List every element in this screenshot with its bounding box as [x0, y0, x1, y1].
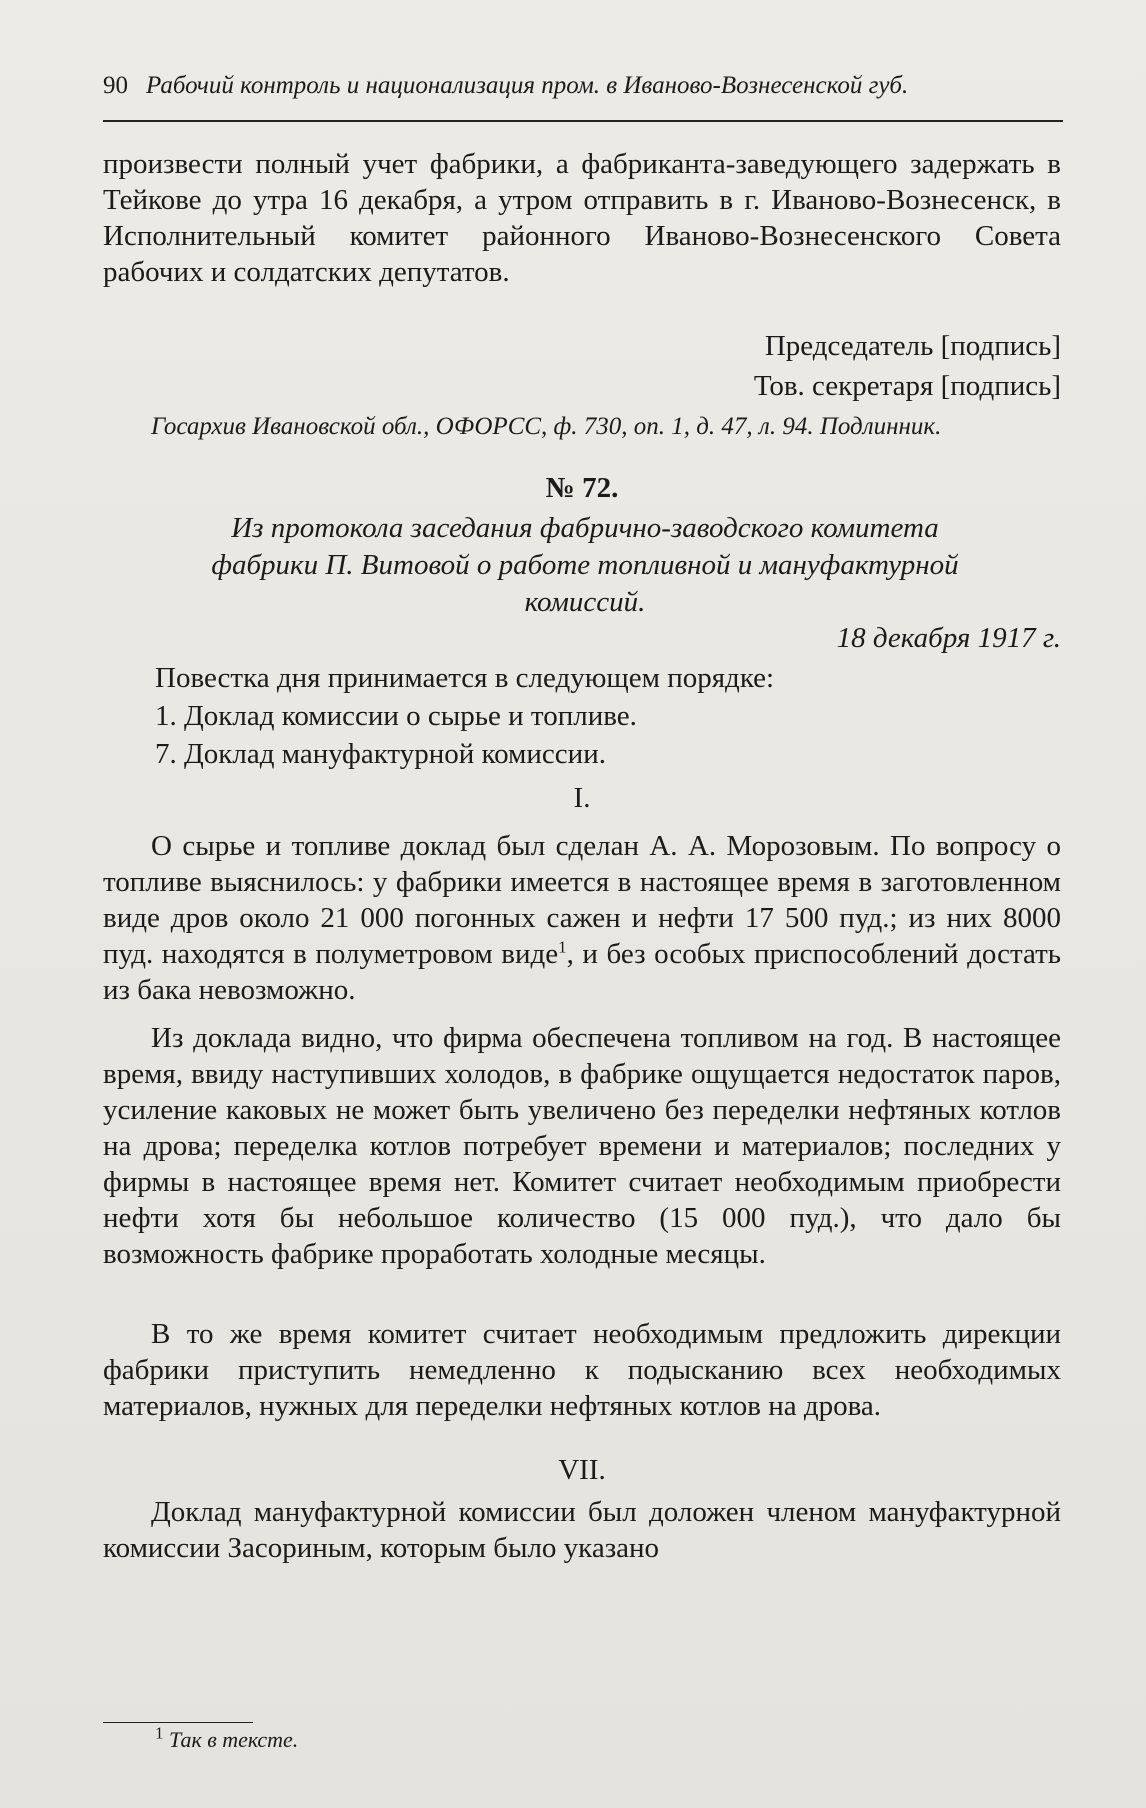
document-date: 18 декабря 1917 г.: [836, 622, 1061, 654]
running-title: Рабочий контроль и национализация пром. в Иваново-Вознесенской губ.: [146, 72, 909, 99]
section-1-paragraph-1-a: О сырье и топливе доклад был сделан А. А. Морозовым. По вопросу о топливе выяснилось: у фабрики имеется в настоящее время в заготовленном виде дров около 21 000 погонных сажен и нефти 17 500 пуд.; из них 8000 пуд. находятся в полуметровом виде: [103, 830, 1061, 970]
continuation-paragraph: произвести полный учет фабрики, а фабриканта-заведующего задержать в Тейкове до утра 16 декабря, а утром отправить в г. Иваново-Вознесенск, в Исполнительный комитет районного Иваново-Вознесенского Совета рабочих и солдатских депутатов.: [103, 148, 1061, 288]
section-7-paragraph-1: Доклад мануфактурной комиссии был доложен членом мануфактурной комиссии Засориным, которым было указано: [103, 1496, 1061, 1564]
section-1-paragraph-3: В то же время комитет считает необходимым предложить дирекции фабрики приступить немедленно к подысканию всех необходимых материалов, нужных для переделки нефтяных котлов на дрова.: [103, 1318, 1061, 1422]
footnote-rule: [103, 1722, 253, 1723]
document-number: № 72.: [545, 472, 619, 504]
agenda-item-7: 7. Доклад мануфактурной комиссии.: [155, 738, 606, 770]
document-title: Из протокола заседания фабрично-заводского комитета фабрики П. Витовой о работе топливной и мануфактурной комиссий.: [211, 512, 959, 618]
agenda-item-1: 1. Доклад комиссии о сырье и топливе.: [155, 700, 637, 732]
section-1-paragraph-1-b: , и без особых приспособлений достать из бака невозможно.: [103, 938, 1061, 1006]
secretary-signature: Тов. секретаря [подпись]: [753, 370, 1061, 402]
agenda-intro: Повестка дня принимается в следующем порядке:: [155, 662, 775, 694]
section-1-paragraph-2: Из доклада видно, что фирма обеспечена топливом на год. В настоящее время, ввиду наступивших холодов, в фабрике ощущается недостаток паров, усиление каковых не может быть увеличено без переделки нефтяных котлов на дрова; переделка котлов потребует времени и материалов; последних у фирмы в настоящее время нет. Комитет считает необходимым приобрести нефти хотя бы небольшое количество (15 000 пуд.), что дало бы возможность фабрике проработать холодные месяцы.: [103, 1022, 1061, 1270]
section-heading-1: I.: [573, 782, 591, 814]
header-rule: [103, 120, 1063, 122]
section-heading-7: VII.: [558, 1454, 606, 1486]
chair-signature: Председатель [подпись]: [764, 330, 1061, 362]
footnote-mark: 1: [155, 1723, 164, 1743]
footnote-reference: 1: [558, 937, 567, 957]
archive-note: Госархив Ивановской обл., ОФОРСС, ф. 730, оп. 1, д. 47, л. 94. Подлинник.: [151, 413, 942, 440]
section-1-paragraph-1: [103, 828, 1061, 1008]
running-header: [103, 72, 1063, 112]
page-number: 90: [103, 72, 128, 99]
footnote-text: Так в тексте.: [169, 1727, 299, 1752]
footnote: [155, 1725, 298, 1755]
